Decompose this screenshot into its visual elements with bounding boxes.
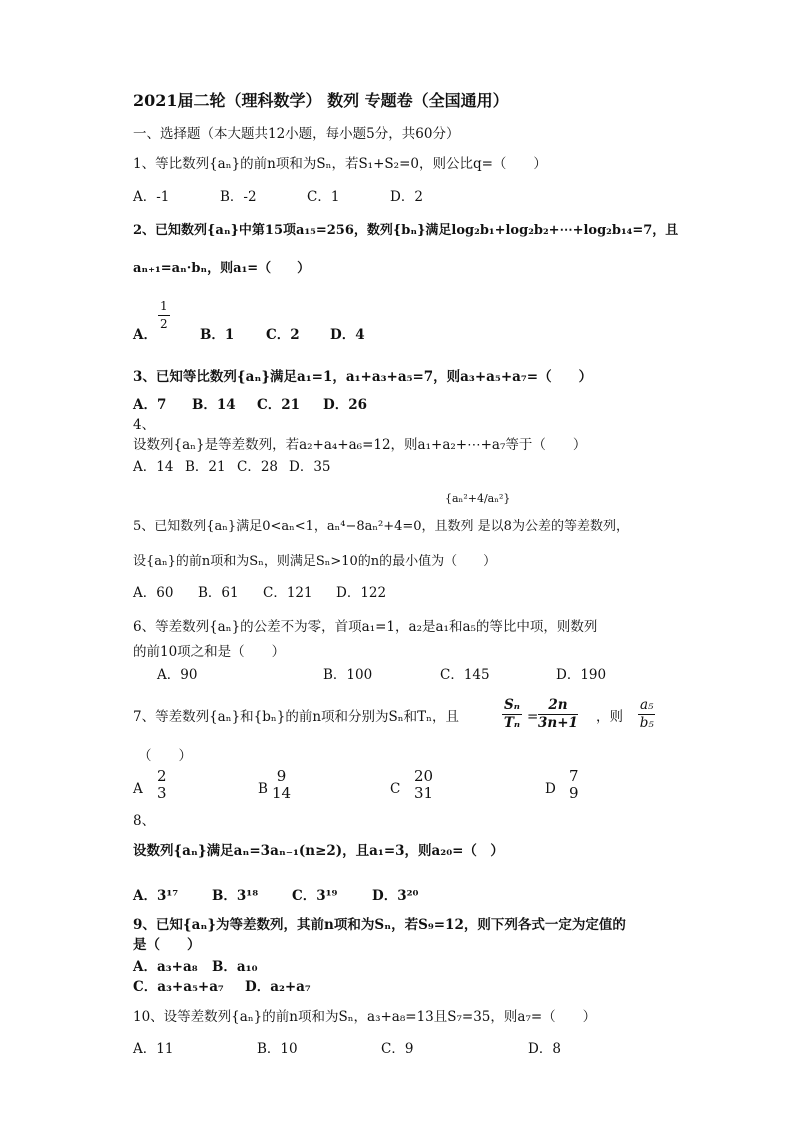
question-8-option-a: A．3¹⁷ — [133, 888, 179, 904]
question-3-option-a: A．7 — [133, 397, 167, 413]
question-1-option-a: A．-1 — [133, 189, 170, 205]
question-3-stem: 3、已知等比数列{aₙ}满足a₁=1，a₁+a₃+a₅=7，则a₃+a₅+a₇=（ ） — [133, 369, 593, 385]
question-7-option-d-label: D — [545, 781, 556, 797]
question-1-option-d: D．2 — [390, 189, 423, 205]
question-8-option-b: B．3¹⁸ — [212, 888, 259, 904]
question-4-option-d: D．35 — [289, 459, 331, 475]
question-7-ratio-fraction — [502, 697, 522, 732]
question-6-option-d: D．190 — [556, 667, 607, 683]
question-7-option-c-numerator: 20 — [414, 767, 434, 785]
question-5-option-c: C．121 — [263, 585, 313, 601]
question-2-option-b: B．1 — [200, 327, 235, 343]
section-header: 一、选择题（本大题共12小题，每小题5分，共60分） — [133, 126, 460, 142]
question-9-stem-line2: 是（ ） — [133, 937, 201, 953]
question-9-option-a: A．a₃+a₈ — [133, 959, 198, 975]
question-6-stem-line1: 6、等差数列{aₙ}的公差不为零，首项a₁=1，a₂是a₁和a₅的等比中项，则数列 — [133, 619, 598, 635]
question-7-option-c-denominator: 31 — [414, 784, 434, 802]
question-10-option-c: C．9 — [381, 1041, 414, 1057]
question-7-option-b-numerator: 9 — [276, 767, 287, 785]
question-7-target-fraction — [638, 697, 655, 732]
question-7-option-a-numerator: 2 — [157, 767, 167, 785]
question-3-option-c: C．21 — [257, 397, 301, 413]
question-7-option-c-fraction — [412, 768, 435, 802]
question-9-option-d: D．a₂+a₇ — [245, 979, 311, 995]
question-7-option-d-fraction — [567, 768, 581, 802]
question-10-option-d: D．8 — [528, 1041, 561, 1057]
question-10-stem: 10、设等差数列{aₙ}的前n项和为Sₙ，a₃+a₈=13且S₇=35，则a₇=（ ） — [133, 1009, 597, 1025]
question-5-sequence-expression: {aₙ²+4/aₙ²} — [445, 492, 511, 505]
question-3-option-b: B．14 — [192, 397, 236, 413]
question-8-stem: 设数列{aₙ}满足aₙ=3aₙ₋₁(n≥2)，且a₁=3，则a₂₀=（ ） — [133, 843, 504, 859]
question-7-option-b-denominator: 14 — [272, 784, 292, 802]
question-7-option-a-label: A — [133, 781, 143, 797]
question-4-option-c: C．28 — [237, 459, 279, 475]
question-7-expression-numerator: 2n — [538, 697, 578, 715]
question-6-option-c: C．145 — [440, 667, 490, 683]
question-2-option-a-fraction — [158, 298, 170, 333]
question-4-option-b: B．21 — [185, 459, 226, 475]
question-2-option-c: C．2 — [266, 327, 300, 343]
question-7-option-b-fraction — [272, 768, 291, 802]
question-5-option-d: D．122 — [336, 585, 387, 601]
question-7-target-numerator: a₅ — [640, 697, 654, 713]
question-4-number: 4、 — [133, 417, 156, 433]
question-2-option-a-numerator: 1 — [158, 298, 170, 316]
question-7-equals: = — [527, 709, 539, 725]
question-2-option-a: A． — [133, 327, 157, 343]
question-8-option-c: C．3¹⁹ — [292, 888, 338, 904]
question-7-option-a-denominator: 3 — [157, 784, 167, 802]
question-4-option-a: A．14 — [133, 459, 174, 475]
question-7-ratio-denominator: Tₙ — [503, 715, 521, 731]
question-7-stem-part1: 7、等差数列{aₙ}和{bₙ}的前n项和分别为Sₙ和Tₙ，且 — [133, 709, 459, 725]
question-2-option-a-denominator: 2 — [160, 317, 168, 331]
question-1-option-b: B．-2 — [220, 189, 257, 205]
question-1-stem: 1、等比数列{aₙ}的前n项和为Sₙ，若S₁+S₂=0，则公比q=（ ） — [133, 156, 547, 172]
question-5-stem-line2: 设{aₙ}的前n项和为Sₙ，则满足Sₙ>10的n的最小值为（ ） — [133, 554, 497, 569]
question-5-option-b: B．61 — [198, 585, 239, 601]
question-5-option-a: A．60 — [133, 585, 174, 601]
question-7-answer-paren: （ ） — [138, 748, 192, 764]
question-1-option-c: C．1 — [307, 189, 340, 205]
question-2-stem-line2: aₙ₊₁=aₙ·bₙ，则a₁=（ ） — [133, 261, 311, 276]
question-10-option-b: B．10 — [257, 1041, 298, 1057]
question-3-option-d: D．26 — [323, 397, 367, 413]
question-7-ratio-numerator: Sₙ — [504, 697, 520, 713]
question-8-number: 8、 — [133, 813, 156, 829]
question-7-expression-denominator: 3n+1 — [538, 715, 578, 731]
question-2-option-d: D．4 — [330, 327, 365, 343]
page-title: 2021届二轮（理科数学） 数列 专题卷（全国通用） — [133, 91, 509, 110]
question-9-option-b: B．a₁₀ — [212, 959, 258, 975]
question-7-option-d-numerator: 7 — [569, 767, 579, 785]
question-6-option-a: A．90 — [157, 667, 198, 683]
question-6-option-b: B．100 — [323, 667, 373, 683]
question-7-stem-part2: ，则 — [596, 709, 623, 725]
question-4-stem: 设数列{aₙ}是等差数列，若a₂+a₄+a₆=12，则a₁+a₂+⋯+a₇等于（ ） — [133, 437, 587, 453]
question-10-option-a: A．11 — [133, 1041, 174, 1057]
question-2-stem-line1: 2、已知数列{aₙ}中第15项a₁₅=256，数列{bₙ}满足log₂b₁+log₂b₂+⋯+log₂b₁₄=7，且 — [133, 223, 679, 238]
question-7-option-a-fraction — [155, 768, 169, 802]
question-7-expression-fraction — [538, 697, 578, 732]
question-7-option-c-label: C — [390, 781, 401, 797]
question-7-target-denominator: b₅ — [639, 715, 654, 731]
question-8-option-d: D．3²⁰ — [372, 888, 419, 904]
question-9-stem-line1: 9、已知{aₙ}为等差数列，其前n项和为Sₙ，若S₉=12，则下列各式一定为定值的 — [133, 917, 626, 933]
question-6-stem-line2: 的前10项之和是（ ） — [133, 644, 286, 660]
question-9-option-c: C．a₃+a₅+a₇ — [133, 979, 224, 995]
question-5-stem-line1: 5、已知数列{aₙ}满足0<aₙ<1，aₙ⁴−8aₙ²+4=0，且数列 是以8为公差的等差数列， — [133, 519, 629, 534]
question-7-option-d-denominator: 9 — [569, 784, 579, 802]
question-7-option-b-label: B — [258, 781, 268, 797]
